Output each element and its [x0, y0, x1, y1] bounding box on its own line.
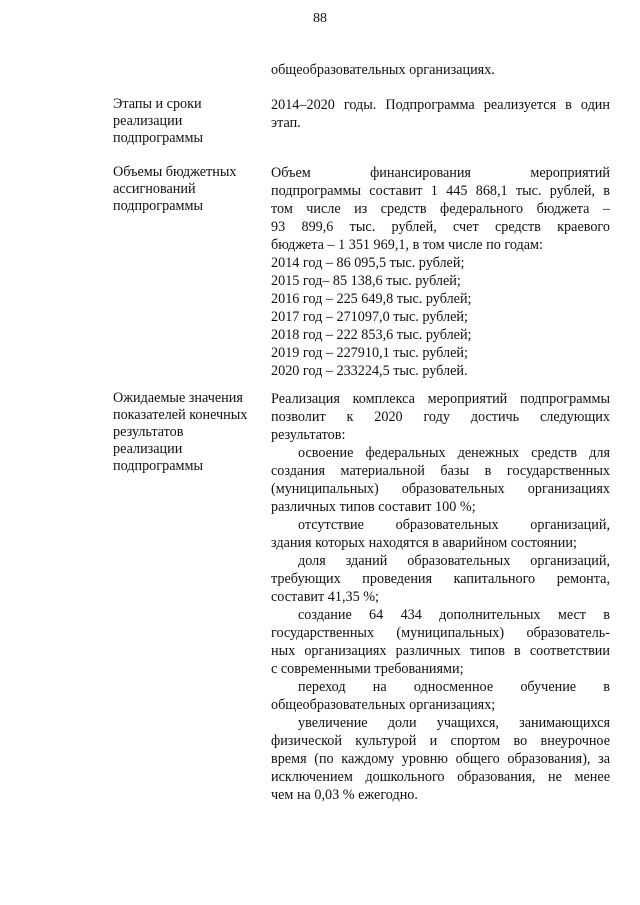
- funding-year-2015: 2015 год– 85 138,6 тыс. рублей;: [271, 273, 461, 289]
- result-item-6: увеличение доли учащихся, занимающихся: [298, 715, 610, 731]
- funding-label: Объемы бюджетных ассигнований подпрограммы: [113, 164, 237, 214]
- result-item-2: отсутствие образовательных организаций,: [298, 517, 610, 533]
- results-label: Ожидаемые значения показателей конечных результатов реализации подпрограммы: [113, 390, 248, 474]
- funding-year-2019: 2019 год – 227910,1 тыс. рублей;: [271, 345, 468, 361]
- result-item-4: создание 64 434 дополнительных мест в: [298, 607, 610, 623]
- stages-label: Этапы и сроки реализации подпрограммы: [113, 96, 203, 146]
- continuation-text: общеобразовательных организациях.: [271, 62, 495, 78]
- funding-year-2018: 2018 год – 222 853,6 тыс. рублей;: [271, 327, 472, 343]
- result-item-1: освоение федеральных денежных средств для: [298, 445, 610, 461]
- result-item-5: переход на односменное обучение в: [298, 679, 610, 695]
- funding-year-2016: 2016 год – 225 649,8 тыс. рублей;: [271, 291, 472, 307]
- result-item-3: доля зданий образовательных организаций,: [298, 553, 610, 569]
- funding-year-2017: 2017 год – 271097,0 тыс. рублей;: [271, 309, 468, 325]
- funding-year-2020: 2020 год – 233224,5 тыс. рублей.: [271, 363, 468, 379]
- funding-year-2014: 2014 год – 86 095,5 тыс. рублей;: [271, 255, 465, 271]
- page-number: 88: [313, 11, 327, 26]
